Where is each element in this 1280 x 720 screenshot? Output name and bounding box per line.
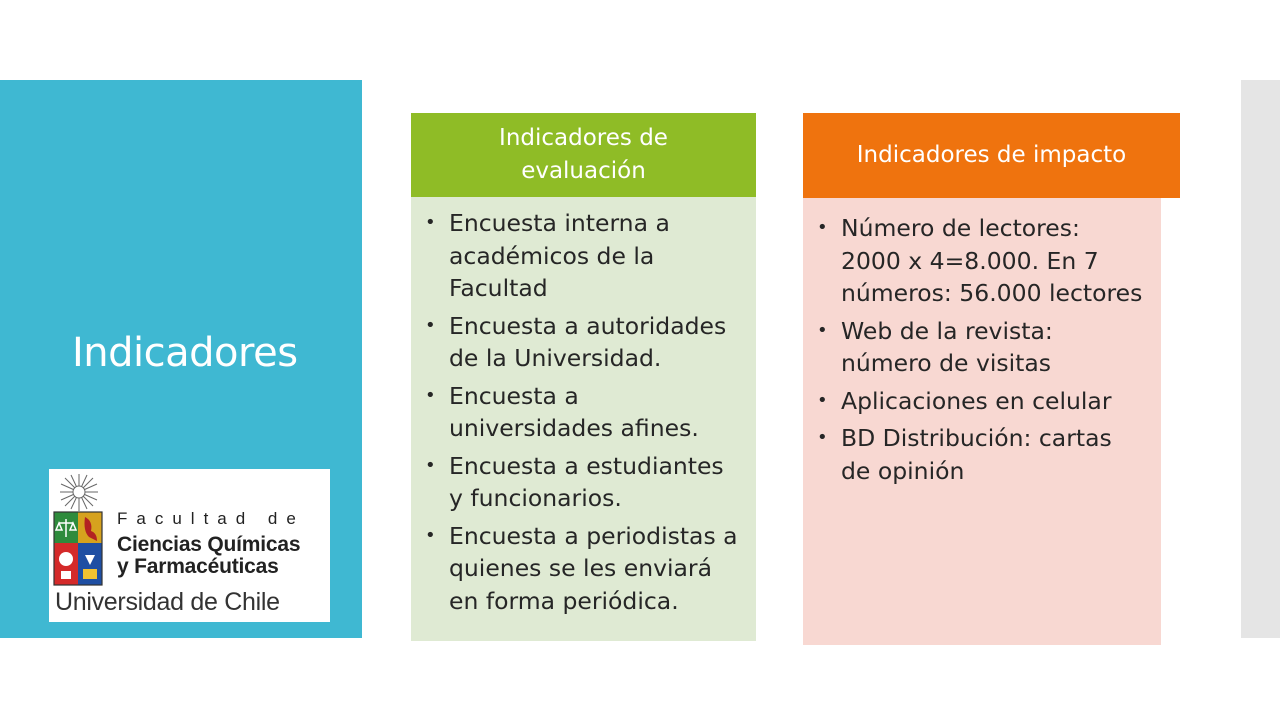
- slide-title: Indicadores: [72, 330, 298, 376]
- list-item-text: Encuesta interna a académicos de la Facultad: [449, 209, 670, 302]
- logo-faculty-name-2: y Farmacéuticas: [117, 555, 279, 578]
- list-item: [425, 380, 742, 445]
- bullet-icon: •: [425, 384, 436, 406]
- list-item-text: Encuesta a autoridades de la Universidad.: [449, 311, 727, 372]
- list-item-text: Encuesta a estudiantes y funcionarios.: [449, 451, 724, 512]
- list-item-text: Encuesta a periodistas a quienes se les enviará en forma periódica.: [449, 521, 738, 615]
- decorative-side-strip: [1241, 80, 1280, 638]
- list-item: [817, 422, 1147, 487]
- logo-faculty-label: Facultad de: [117, 509, 305, 528]
- list-item: [425, 450, 742, 515]
- impact-list-panel: [803, 198, 1161, 645]
- evaluation-list-panel: [411, 197, 756, 641]
- list-item: [817, 212, 1147, 310]
- bullet-icon: •: [817, 217, 828, 238]
- list-item-text: Número de lectores: 2000 x 4=8.000. En 7 números: 56.000 lectores: [841, 214, 1143, 307]
- list-item: [817, 315, 1147, 380]
- university-logo: [49, 469, 330, 622]
- bullet-icon: •: [425, 524, 436, 546]
- logo-university-name: Universidad de Chile: [55, 588, 280, 616]
- bullet-icon: •: [817, 319, 828, 341]
- list-item-text: Aplicaciones en celular: [841, 386, 1112, 415]
- list-item: [425, 520, 742, 618]
- evaluation-list: [425, 207, 742, 617]
- logo-faculty-name: Ciencias Químicas: [117, 533, 301, 556]
- list-item-text: BD Distribución: cartas de opinión: [841, 424, 1112, 485]
- bullet-icon: •: [817, 427, 828, 448]
- bullet-icon: •: [425, 314, 436, 336]
- evaluation-header-text: Indicadores de evaluación: [499, 125, 668, 184]
- bullet-icon: •: [425, 212, 436, 233]
- bullet-icon: •: [425, 454, 436, 476]
- impact-list: [817, 212, 1147, 487]
- list-item: [425, 207, 742, 305]
- impact-header-text: Indicadores de impacto: [856, 142, 1127, 168]
- impact-header: [803, 113, 1180, 198]
- list-item: [425, 310, 742, 375]
- list-item: [817, 385, 1147, 418]
- list-item-text: Encuesta a universidades afines.: [449, 381, 699, 442]
- list-item-text: Web de la revista: número de visitas: [841, 316, 1053, 377]
- bullet-icon: •: [817, 389, 828, 411]
- evaluation-header: [411, 113, 756, 197]
